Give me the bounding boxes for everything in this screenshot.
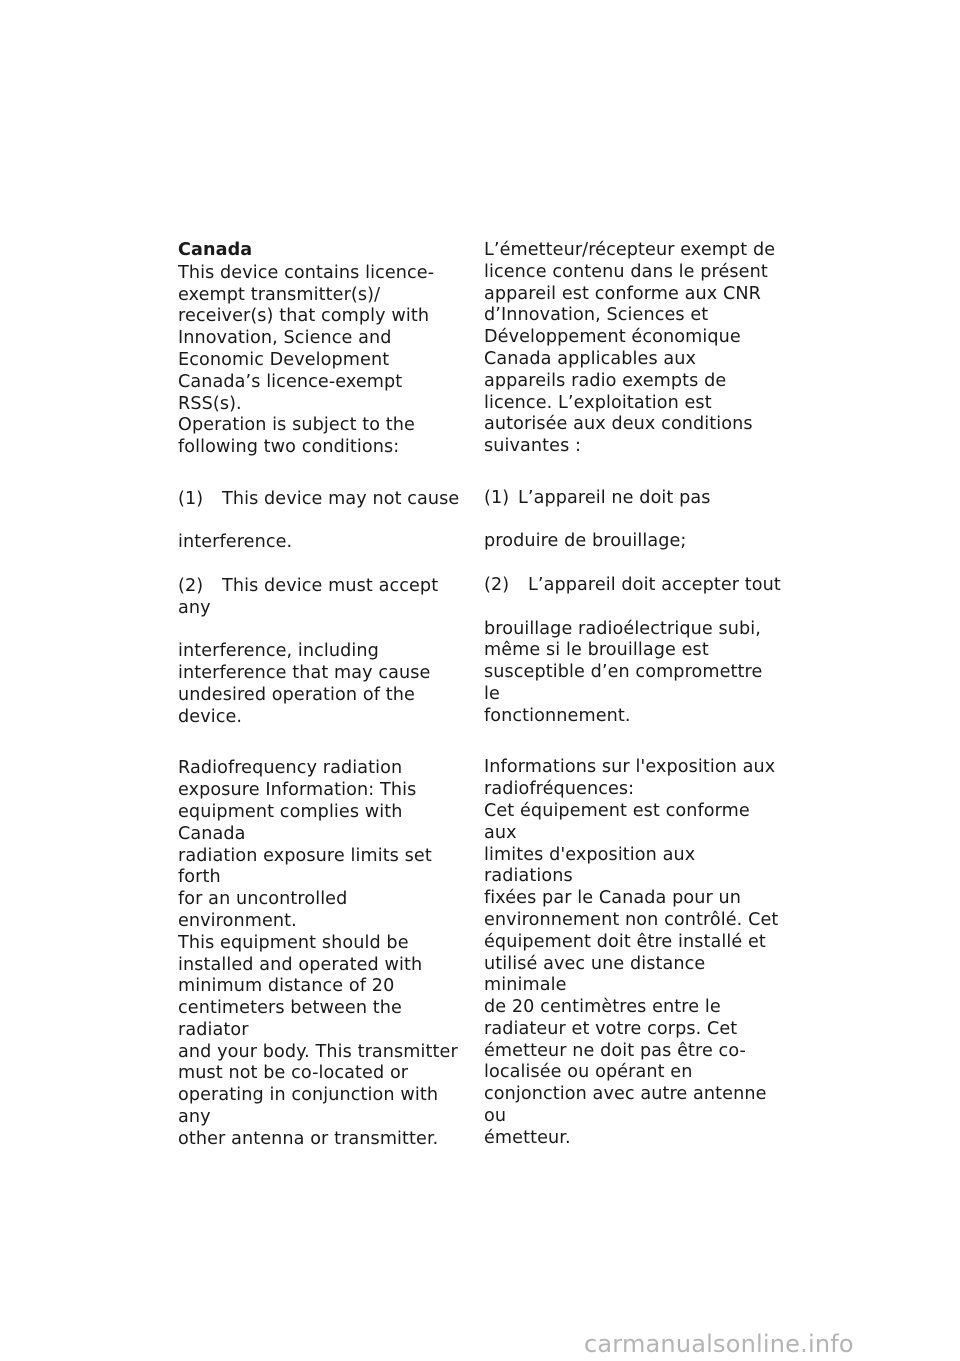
rf-exposure-paragraph-fr: Informations sur l'exposition aux radiofréquences: Cet équipement est conforme aux limites d'exposition aux radiations fixées par le Canada pour un environnement non contrôlé. Cet équipement doit être installé et utilisé avec une distance minimale de 20 centimètres entre le radiateur et votre corps. Cet émetteur ne doit pas être co- localisée ou opérant en conjonction avec autre antenne ou émetteur. [484,757,779,1148]
condition-1-number-en: (1) [178,488,204,509]
condition-1-text-fr: L’appareil ne doit pas [518,487,711,508]
condition-2-cont-en: interference, including interference that may cause undesired operation of the device. [178,641,431,727]
intro-paragraph-fr: L’émetteur/récepteur exempt de licence contenu dans le présent appareil est conforme aux CNR d’Innovation, Sciences et Développement économique Canada applicables aux appareils radio exempts de licence. L’exploitation est autorisée aux deux conditions suivantes : [484,240,776,457]
condition-1-cont-en: interference. [178,532,293,553]
conditions-list-fr [484,466,784,749]
condition-2-text-en: This device must accept any [178,575,439,618]
condition-2-text-fr: L’appareil doit accepter tout [528,574,781,595]
condition-2-number-fr: (2) [484,574,510,595]
english-column [178,240,468,1159]
condition-1-fr [484,488,784,510]
watermark-text: carmanualsonline.info [584,1330,854,1358]
rf-exposure-paragraph-en: Radiofrequency radiation exposure Information: This equipment complies with Canada radiation exposure limits set forth for an uncontrolled environment. This equipment should be installed and operated with minimum distance of 20 centimeters between the radiator and your body. This transmitter must not be co-located or operating in conjunction with any other antenna or transmitter. [178,758,458,1149]
condition-2-en [178,576,468,620]
conditions-list-en [178,467,468,750]
french-column [484,240,784,1158]
condition-1-en [178,489,468,511]
condition-1-cont-fr: produire de brouillage; [484,531,687,552]
condition-2-cont-fr: brouillage radioélectrique subi, même si le brouillage est susceptible d’en compromettre le fonctionnement. [484,618,763,726]
condition-1-text-en: This device may not cause [222,488,460,509]
condition-2-fr [484,575,784,597]
section-heading: Canada [178,240,253,260]
intro-paragraph-en: This device contains licence- exempt transmitter(s)/ receiver(s) that comply with Innovation, Science and Economic Development Canada’s licence-exempt RSS(s). Operation is subject to the following two conditions: [178,262,435,458]
condition-1-number-fr: (1) [484,487,510,508]
condition-2-number-en: (2) [178,575,204,596]
